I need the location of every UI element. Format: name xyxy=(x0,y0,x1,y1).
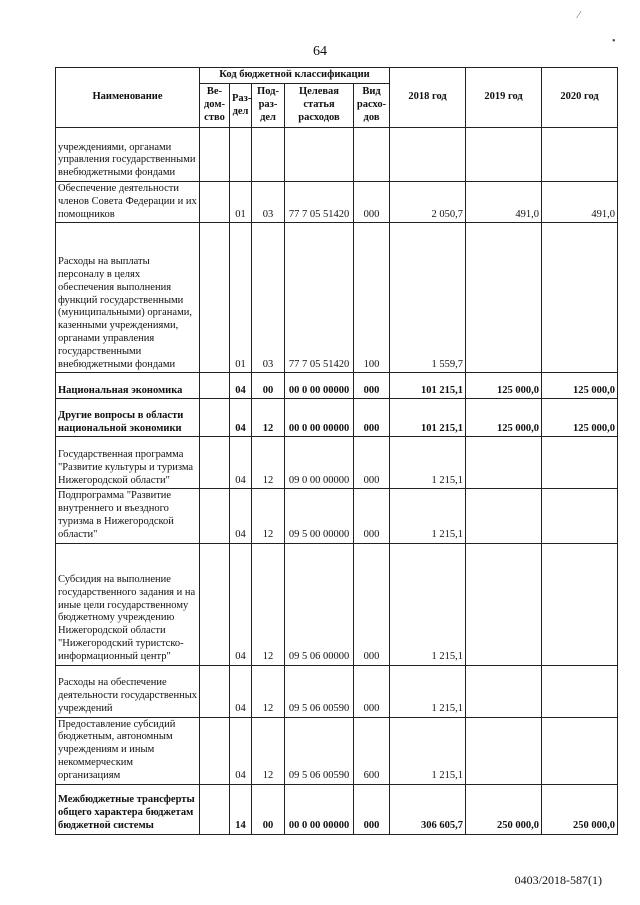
row-2020: 491,0 xyxy=(542,182,618,223)
row-vedomstvo xyxy=(200,543,230,665)
row-2019 xyxy=(466,437,542,489)
row-2020 xyxy=(542,128,618,182)
row-podrazdel xyxy=(252,128,285,182)
row-razdel: 04 xyxy=(230,665,252,717)
row-vedomstvo xyxy=(200,784,230,834)
row-2020 xyxy=(542,223,618,373)
row-vid-rashodov: 000 xyxy=(354,437,390,489)
table-row xyxy=(56,665,618,717)
scan-dot: • xyxy=(612,36,616,47)
row-2018: 101 215,1 xyxy=(390,373,466,399)
row-2018 xyxy=(390,128,466,182)
row-vedomstvo xyxy=(200,399,230,437)
row-razdel: 04 xyxy=(230,717,252,784)
row-2018: 306 605,7 xyxy=(390,784,466,834)
row-2020: 250 000,0 xyxy=(542,784,618,834)
row-vid-rashodov: 600 xyxy=(354,717,390,784)
row-2018: 2 050,7 xyxy=(390,182,466,223)
row-celevaya-statya: 00 0 00 00000 xyxy=(285,399,354,437)
row-vid-rashodov: 000 xyxy=(354,182,390,223)
header-code-group: Код бюджетной классификации xyxy=(200,68,390,84)
row-vid-rashodov: 000 xyxy=(354,665,390,717)
row-name: Обеспечение деятельности членов Совета Федерации и их помощников xyxy=(56,182,200,223)
table-row xyxy=(56,784,618,834)
row-2019 xyxy=(466,489,542,543)
header-razdel: Раз-дел xyxy=(230,84,252,128)
row-vedomstvo xyxy=(200,182,230,223)
budget-table xyxy=(55,67,618,835)
row-celevaya-statya: 77 7 05 51420 xyxy=(285,182,354,223)
header-2020: 2020 год xyxy=(542,68,618,128)
header-2018: 2018 год xyxy=(390,68,466,128)
row-vid-rashodov: 000 xyxy=(354,399,390,437)
row-2020 xyxy=(542,717,618,784)
row-2018: 1 215,1 xyxy=(390,665,466,717)
row-celevaya-statya: 09 5 06 00590 xyxy=(285,665,354,717)
row-razdel: 04 xyxy=(230,489,252,543)
row-name: Другие вопросы в области национальной экономики xyxy=(56,399,200,437)
row-2018: 101 215,1 xyxy=(390,399,466,437)
row-2019 xyxy=(466,717,542,784)
row-2018: 1 559,7 xyxy=(390,223,466,373)
header-vid-rashodov: Вид расхо-дов xyxy=(354,84,390,128)
row-2019 xyxy=(466,665,542,717)
table-row xyxy=(56,717,618,784)
row-vedomstvo xyxy=(200,489,230,543)
header-2019: 2019 год xyxy=(466,68,542,128)
row-celevaya-statya: 09 5 06 00590 xyxy=(285,717,354,784)
row-razdel: 04 xyxy=(230,373,252,399)
row-name: Предоставление субсидий бюджетным, автономным учреждениям и иным некоммерческим организациям xyxy=(56,717,200,784)
table-row xyxy=(56,223,618,373)
row-podrazdel: 12 xyxy=(252,717,285,784)
table-row xyxy=(56,128,618,182)
row-podrazdel: 12 xyxy=(252,665,285,717)
row-podrazdel: 12 xyxy=(252,543,285,665)
row-razdel xyxy=(230,128,252,182)
row-2019 xyxy=(466,223,542,373)
row-podrazdel: 00 xyxy=(252,784,285,834)
row-name: Субсидия на выполнение государственного задания и на иные цели государственному бюджетному учреждению Нижегородской области "Нижегородский туристско-информационный центр" xyxy=(56,543,200,665)
row-podrazdel: 03 xyxy=(252,223,285,373)
row-vid-rashodov: 000 xyxy=(354,784,390,834)
row-2018: 1 215,1 xyxy=(390,717,466,784)
document-number: 0403/2018-587(1) xyxy=(514,873,602,887)
table-row xyxy=(56,437,618,489)
row-celevaya-statya: 00 0 00 00000 xyxy=(285,784,354,834)
row-2018: 1 215,1 xyxy=(390,437,466,489)
row-name: Расходы на выплаты персоналу в целях обеспечения выполнения функций государственными (муниципальными) органами, казенными учреждениями, органами управления государственными внебюджетными фондами xyxy=(56,223,200,373)
row-razdel: 14 xyxy=(230,784,252,834)
table-row xyxy=(56,182,618,223)
row-razdel: 04 xyxy=(230,399,252,437)
row-2020 xyxy=(542,543,618,665)
row-name: Межбюджетные трансферты общего характера бюджетам бюджетной системы xyxy=(56,784,200,834)
row-2020 xyxy=(542,665,618,717)
table-row xyxy=(56,489,618,543)
row-vedomstvo xyxy=(200,437,230,489)
row-razdel: 01 xyxy=(230,223,252,373)
row-name: Расходы на обеспечение деятельности государственных учреждений xyxy=(56,665,200,717)
row-vid-rashodov xyxy=(354,128,390,182)
row-2020 xyxy=(542,489,618,543)
header-name: Наименование xyxy=(56,68,200,128)
row-2019: 491,0 xyxy=(466,182,542,223)
row-razdel: 01 xyxy=(230,182,252,223)
row-vid-rashodov: 000 xyxy=(354,489,390,543)
row-2020 xyxy=(542,437,618,489)
row-2020: 125 000,0 xyxy=(542,373,618,399)
row-vedomstvo xyxy=(200,665,230,717)
row-podrazdel: 00 xyxy=(252,373,285,399)
row-razdel: 04 xyxy=(230,437,252,489)
row-2019: 125 000,0 xyxy=(466,373,542,399)
page-number: 64 xyxy=(313,44,327,59)
table-row xyxy=(56,543,618,665)
row-vid-rashodov: 000 xyxy=(354,373,390,399)
row-podrazdel: 12 xyxy=(252,437,285,489)
row-2018: 1 215,1 xyxy=(390,543,466,665)
row-celevaya-statya: 09 5 06 00000 xyxy=(285,543,354,665)
row-podrazdel: 12 xyxy=(252,399,285,437)
row-vedomstvo xyxy=(200,223,230,373)
row-name: Национальная экономика xyxy=(56,373,200,399)
table-row xyxy=(56,399,618,437)
scan-mark: ⁄ xyxy=(578,10,580,21)
row-2018: 1 215,1 xyxy=(390,489,466,543)
row-2019 xyxy=(466,543,542,665)
row-vedomstvo xyxy=(200,373,230,399)
row-name: учреждениями, органами управления государственными внебюджетными фондами xyxy=(56,128,200,182)
row-vedomstvo xyxy=(200,717,230,784)
row-razdel: 04 xyxy=(230,543,252,665)
row-vid-rashodov: 000 xyxy=(354,543,390,665)
row-2019: 125 000,0 xyxy=(466,399,542,437)
row-podrazdel: 03 xyxy=(252,182,285,223)
row-vedomstvo xyxy=(200,128,230,182)
header-podrazdel: Под-раз-дел xyxy=(252,84,285,128)
row-podrazdel: 12 xyxy=(252,489,285,543)
row-2019 xyxy=(466,128,542,182)
table-row xyxy=(56,373,618,399)
row-vid-rashodov: 100 xyxy=(354,223,390,373)
row-name: Подпрограмма "Развитие внутреннего и въездного туризма в Нижегородской области" xyxy=(56,489,200,543)
row-name: Государственная программа "Развитие культуры и туризма Нижегородской области" xyxy=(56,437,200,489)
row-celevaya-statya: 00 0 00 00000 xyxy=(285,373,354,399)
row-celevaya-statya xyxy=(285,128,354,182)
header-vedomstvo: Ве-дом-ство xyxy=(200,84,230,128)
row-2019: 250 000,0 xyxy=(466,784,542,834)
header-celevaya-statya: Целевая статья расходов xyxy=(285,84,354,128)
row-celevaya-statya: 77 7 05 51420 xyxy=(285,223,354,373)
row-2020: 125 000,0 xyxy=(542,399,618,437)
row-celevaya-statya: 09 0 00 00000 xyxy=(285,437,354,489)
row-celevaya-statya: 09 5 00 00000 xyxy=(285,489,354,543)
